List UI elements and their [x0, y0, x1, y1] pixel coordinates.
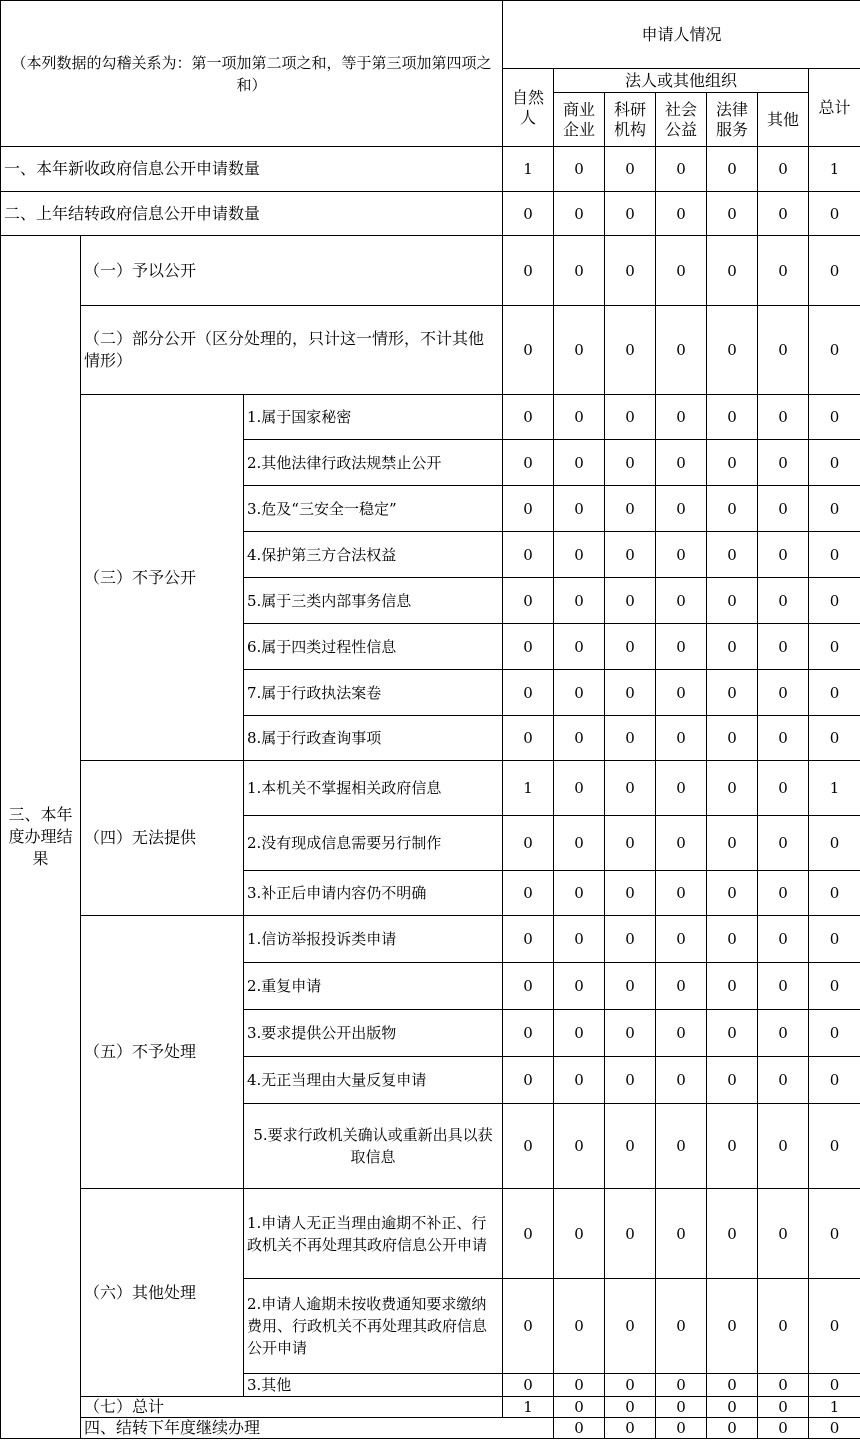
cell-value: 0: [656, 532, 707, 578]
cell-value: 0: [758, 1418, 809, 1439]
item-label: 4.无正当理由大量反复申请: [244, 1057, 503, 1104]
cell-value: 0: [554, 1104, 605, 1189]
cell-value: 0: [503, 963, 554, 1010]
cell-value: 0: [656, 1104, 707, 1189]
cell-value: 0: [605, 440, 656, 486]
item-label: 5.属于三类内部事务信息: [244, 578, 503, 624]
cell-value: 0: [809, 716, 860, 761]
cell-value: 0: [656, 192, 707, 236]
cell-value: 0: [656, 716, 707, 761]
item-label: 2.没有现成信息需要另行制作: [244, 816, 503, 871]
cell-value: 0: [809, 440, 860, 486]
cell-value: 0: [605, 578, 656, 624]
row-label-carryover-in: 二、上年结转政府信息公开申请数量: [1, 192, 503, 236]
row-label-unable: （四）无法提供: [81, 761, 244, 916]
header-research: 科研机构: [605, 93, 656, 147]
cell-value: 0: [503, 192, 554, 236]
cell-value: 0: [707, 532, 758, 578]
cell-value: 0: [656, 578, 707, 624]
cell-value: 0: [554, 486, 605, 532]
cell-value: 0: [758, 486, 809, 532]
cell-value: 0: [656, 871, 707, 916]
cell-value: 0: [707, 1189, 758, 1279]
cell-value: 0: [707, 1010, 758, 1057]
row-label-carryover-out: 四、结转下年度继续办理: [81, 1418, 554, 1439]
cell-value: 0: [758, 395, 809, 440]
cell-value: 0: [605, 916, 656, 963]
cell-value: 0: [605, 192, 656, 236]
cell-value: 0: [605, 1397, 656, 1418]
cell-value: 0: [605, 963, 656, 1010]
cell-value: 0: [554, 147, 605, 192]
cell-value: 0: [554, 624, 605, 670]
cell-value: 0: [809, 1418, 860, 1439]
table-row: [1, 192, 860, 236]
item-label: 3.其他: [244, 1374, 503, 1397]
cell-value: 0: [656, 1010, 707, 1057]
cell-value: 0: [605, 1418, 656, 1439]
cell-value: 0: [758, 1374, 809, 1397]
cell-value: 0: [605, 624, 656, 670]
cell-value: 0: [605, 1057, 656, 1104]
cell-value: 0: [809, 1104, 860, 1189]
cell-value: 0: [503, 578, 554, 624]
cell-value: 0: [656, 670, 707, 716]
cell-value: 0: [809, 236, 860, 306]
cell-value: 0: [554, 440, 605, 486]
cell-value: 1: [503, 1397, 554, 1418]
item-label: 1.属于国家秘密: [244, 395, 503, 440]
cell-value: 0: [503, 1279, 554, 1374]
cell-value: 0: [503, 871, 554, 916]
cell-value: 0: [554, 816, 605, 871]
cell-value: 0: [809, 486, 860, 532]
cell-value: 0: [707, 624, 758, 670]
cell-value: 0: [605, 816, 656, 871]
cell-value: 0: [707, 486, 758, 532]
cell-value: 0: [809, 1279, 860, 1374]
cell-value: 0: [605, 1010, 656, 1057]
item-label: 5.要求行政机关确认或重新出具以获取信息: [244, 1104, 503, 1189]
cell-value: 0: [554, 716, 605, 761]
cell-value: 0: [656, 1057, 707, 1104]
row-label-open: （一）予以公开: [81, 236, 503, 306]
cell-value: 0: [707, 395, 758, 440]
cell-value: 0: [605, 486, 656, 532]
table-row: [1, 761, 860, 816]
cell-value: 0: [554, 1010, 605, 1057]
cell-value: 0: [758, 147, 809, 192]
header-natural-person: 自然人: [503, 69, 554, 147]
item-label: 8.属于行政查询事项: [244, 716, 503, 761]
cell-value: 0: [656, 1397, 707, 1418]
row-label-new-requests: 一、本年新收政府信息公开申请数量: [1, 147, 503, 192]
header-other: 其他: [758, 93, 809, 147]
cell-value: 0: [809, 1010, 860, 1057]
cell-value: 0: [656, 486, 707, 532]
cell-value: 0: [758, 1397, 809, 1418]
cell-value: 0: [554, 306, 605, 395]
cell-value: 0: [758, 761, 809, 816]
cell-value: 0: [707, 440, 758, 486]
cell-value: 0: [707, 761, 758, 816]
cell-value: 0: [605, 395, 656, 440]
cell-value: 0: [758, 716, 809, 761]
cell-value: 0: [554, 670, 605, 716]
cell-value: 0: [758, 532, 809, 578]
table-row: [1, 1189, 860, 1279]
cell-value: 0: [707, 192, 758, 236]
cell-value: 0: [656, 306, 707, 395]
cell-value: 0: [758, 816, 809, 871]
cell-value: 0: [758, 624, 809, 670]
table-row: [1, 1418, 860, 1439]
cell-value: 0: [554, 761, 605, 816]
cell-value: 0: [503, 670, 554, 716]
item-label: 7.属于行政执法案卷: [244, 670, 503, 716]
item-label: 1.信访举报投诉类申请: [244, 916, 503, 963]
cell-value: 0: [554, 963, 605, 1010]
cell-value: 0: [656, 236, 707, 306]
cell-value: 0: [656, 147, 707, 192]
cell-value: 0: [503, 1010, 554, 1057]
cell-value: 0: [554, 1279, 605, 1374]
cell-value: 0: [503, 916, 554, 963]
cell-value: 0: [554, 1374, 605, 1397]
cell-value: 0: [707, 716, 758, 761]
cell-value: 0: [503, 1374, 554, 1397]
cell-value: 1: [503, 147, 554, 192]
cell-value: 1: [503, 761, 554, 816]
item-label: 3.补正后申请内容仍不明确: [244, 871, 503, 916]
cell-value: 0: [707, 1057, 758, 1104]
item-label: 6.属于四类过程性信息: [244, 624, 503, 670]
header-legal-service: 法律服务: [707, 93, 758, 147]
cell-value: 0: [656, 816, 707, 871]
cell-value: 0: [758, 236, 809, 306]
item-label: 1.申请人无正当理由逾期不补正、行政机关不再处理其政府信息公开申请: [244, 1189, 503, 1279]
item-label: 2.申请人逾期未按收费通知要求缴纳费用、行政机关不再处理其政府信息公开申请: [244, 1279, 503, 1374]
cell-value: 0: [707, 578, 758, 624]
item-label: 1.本机关不掌握相关政府信息: [244, 761, 503, 816]
table-row: [1, 236, 860, 306]
cell-value: 0: [809, 1374, 860, 1397]
cell-value: 0: [707, 916, 758, 963]
cell-value: 0: [758, 871, 809, 916]
cell-value: 0: [707, 306, 758, 395]
cell-value: 0: [758, 1010, 809, 1057]
cell-value: 0: [656, 1374, 707, 1397]
cell-value: 0: [758, 916, 809, 963]
cell-value: 0: [605, 1104, 656, 1189]
cell-value: 0: [809, 871, 860, 916]
table-row: [1, 147, 860, 192]
cell-value: 0: [605, 670, 656, 716]
row-label-results: 三、本年度办理结果: [1, 236, 81, 1439]
cell-value: 0: [554, 1418, 605, 1439]
cell-value: 0: [758, 1057, 809, 1104]
row-label-other-processing: （六）其他处理: [81, 1189, 244, 1397]
cell-value: 0: [707, 1418, 758, 1439]
cell-value: 0: [809, 916, 860, 963]
cell-value: 0: [656, 440, 707, 486]
cell-value: 1: [809, 761, 860, 816]
cell-value: 0: [503, 1104, 554, 1189]
row-label-total: （七）总计: [81, 1397, 503, 1418]
cell-value: 0: [707, 670, 758, 716]
item-label: 3.要求提供公开出版物: [244, 1010, 503, 1057]
table-row: [1, 1397, 860, 1418]
cell-value: 0: [554, 1189, 605, 1279]
row-label-partial: （二）部分公开（区分处理的，只计这一情形，不计其他情形）: [81, 306, 503, 395]
cell-value: 0: [758, 1189, 809, 1279]
cell-value: 0: [503, 1189, 554, 1279]
cell-value: 0: [758, 670, 809, 716]
cell-value: 0: [809, 395, 860, 440]
cell-value: 0: [503, 486, 554, 532]
cell-value: 1: [809, 1397, 860, 1418]
cell-value: 0: [707, 871, 758, 916]
cell-value: 0: [503, 1057, 554, 1104]
cell-value: 0: [758, 440, 809, 486]
header-note: （本列数据的勾稽关系为：第一项加第二项之和，等于第三项加第四项之和）: [1, 1, 503, 147]
item-label: 2.其他法律行政法规禁止公开: [244, 440, 503, 486]
cell-value: 0: [605, 761, 656, 816]
cell-value: 0: [554, 916, 605, 963]
cell-value: 0: [809, 1057, 860, 1104]
cell-value: 0: [554, 236, 605, 306]
cell-value: 0: [656, 1189, 707, 1279]
cell-value: 0: [656, 1418, 707, 1439]
cell-value: 0: [809, 192, 860, 236]
cell-value: 0: [707, 1104, 758, 1189]
cell-value: 0: [707, 963, 758, 1010]
table-row: [1, 395, 860, 440]
cell-value: 0: [809, 578, 860, 624]
cell-value: 0: [656, 395, 707, 440]
cell-value: 0: [554, 192, 605, 236]
cell-value: 0: [707, 1279, 758, 1374]
header-business: 商业企业: [554, 93, 605, 147]
cell-value: 0: [605, 306, 656, 395]
cell-value: 0: [809, 624, 860, 670]
cell-value: 0: [605, 147, 656, 192]
cell-value: 0: [758, 306, 809, 395]
cell-value: 0: [605, 1279, 656, 1374]
cell-value: 0: [605, 236, 656, 306]
cell-value: 0: [554, 871, 605, 916]
cell-value: 0: [809, 532, 860, 578]
cell-value: 0: [503, 306, 554, 395]
cell-value: 0: [605, 1374, 656, 1397]
cell-value: 0: [554, 1397, 605, 1418]
cell-value: 0: [707, 147, 758, 192]
cell-value: 0: [503, 816, 554, 871]
table-row: [1, 306, 860, 395]
cell-value: 0: [758, 963, 809, 1010]
cell-value: 0: [605, 532, 656, 578]
item-label: 2.重复申请: [244, 963, 503, 1010]
cell-value: 0: [605, 716, 656, 761]
header-legal-org: 法人或其他组织: [554, 69, 809, 93]
cell-value: 0: [656, 963, 707, 1010]
cell-value: 1: [809, 147, 860, 192]
table-row: [1, 916, 860, 963]
cell-value: 0: [656, 761, 707, 816]
row-label-not-open: （三）不予公开: [81, 395, 244, 761]
cell-value: 0: [554, 1057, 605, 1104]
cell-value: 0: [656, 624, 707, 670]
cell-value: 0: [758, 1279, 809, 1374]
cell-value: 0: [809, 963, 860, 1010]
cell-value: 0: [503, 395, 554, 440]
item-label: 3.危及“三安全一稳定”: [244, 486, 503, 532]
cell-value: 0: [758, 578, 809, 624]
row-label-not-processed: （五）不予处理: [81, 916, 244, 1189]
cell-value: 0: [707, 1397, 758, 1418]
cell-value: 0: [554, 532, 605, 578]
cell-value: 0: [605, 1189, 656, 1279]
header-applicant: 申请人情况: [503, 1, 860, 69]
cell-value: 0: [503, 236, 554, 306]
cell-value: 0: [503, 440, 554, 486]
cell-value: 0: [707, 1374, 758, 1397]
cell-value: 0: [503, 716, 554, 761]
cell-value: 0: [758, 192, 809, 236]
cell-value: 0: [656, 1279, 707, 1374]
cell-value: 0: [503, 624, 554, 670]
cell-value: 0: [554, 578, 605, 624]
cell-value: 0: [809, 1189, 860, 1279]
cell-value: 0: [605, 871, 656, 916]
cell-value: 0: [809, 816, 860, 871]
cell-value: 0: [758, 1104, 809, 1189]
cell-value: 0: [809, 670, 860, 716]
cell-value: 0: [554, 395, 605, 440]
cell-value: 0: [707, 236, 758, 306]
cell-value: 0: [503, 532, 554, 578]
header-social: 社会公益: [656, 93, 707, 147]
header-total: 总计: [809, 69, 860, 147]
cell-value: 0: [707, 816, 758, 871]
item-label: 4.保护第三方合法权益: [244, 532, 503, 578]
cell-value: 0: [809, 306, 860, 395]
cell-value: 0: [656, 916, 707, 963]
